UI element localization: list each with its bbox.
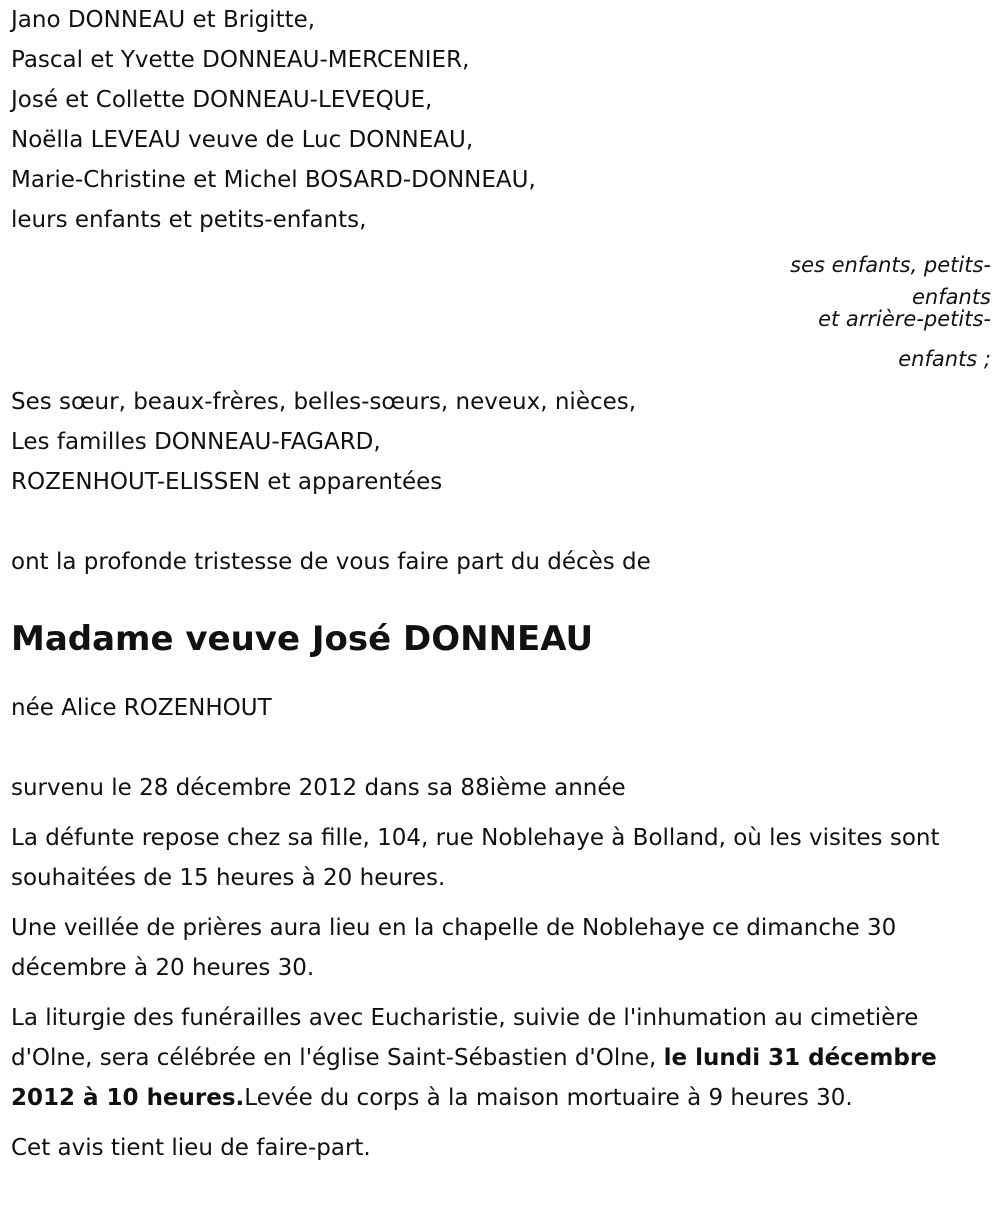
descendants-line-3: et arrière-petits- [818,307,991,331]
extended-family [11,382,991,502]
descendants-block [11,252,991,372]
family-line-3: José et Collette DONNEAU-LEVEQUE, [11,87,433,113]
descendants-line-1: ses enfants, petits- [790,253,991,277]
family-line-4: Noëlla LEVEAU veuve de Luc DONNEAU, [11,127,474,153]
visitation-paragraph: La défunte repose chez sa fille, 104, rue Noblehaye à Bolland, où les visites sont souhaitées de 15 heures à 20 heures. [11,825,940,891]
funeral-outro: Levée du corps à la maison mortuaire à 9 heures 30. [244,1085,853,1111]
vigil-paragraph: Une veillée de prières aura lieu en la chapelle de Noblehaye ce dimanche 30 décembre à 20 heures 30. [11,915,897,981]
family-line-2: Pascal et Yvette DONNEAU-MERCENIER, [11,47,470,73]
obituary-notice [11,0,991,1168]
family-line-6: leurs enfants et petits-enfants, [11,207,367,233]
funeral-paragraph [11,998,991,1118]
birth-name: née Alice ROZENHOUT [11,695,272,721]
descendants-line-2: enfants [912,285,991,309]
extended-family-line-1: Ses sœur, beaux-frères, belles-sœurs, neveux, nièces, [11,389,637,415]
extended-family-line-3: ROZENHOUT-ELISSEN et apparentées [11,469,443,495]
deceased-name: Madame veuve José DONNEAU [11,619,594,659]
funeral-date: le lundi 31 décembre 2012 à 10 heures. [11,1045,937,1111]
death-info: survenu le 28 décembre 2012 dans sa 88ième année [11,775,626,801]
family-line-5: Marie-Christine et Michel BOSARD-DONNEAU, [11,167,536,193]
extended-family-line-2: Les familles DONNEAU-FAGARD, [11,429,381,455]
closing-note: Cet avis tient lieu de faire-part. [11,1135,371,1161]
family-line-1: Jano DONNEAU et Brigitte, [11,7,316,33]
announcement-text: ont la profonde tristesse de vous faire part du décès de [11,549,651,575]
family-list [11,0,991,240]
funeral-intro: La liturgie des funérailles avec Eucharistie, suivie de l'inhumation au cimetière d'Olne, sera célébrée en l'église Saint-Sébastien d'Olne, [11,1005,919,1071]
descendants-line-4: enfants ; [898,347,991,371]
